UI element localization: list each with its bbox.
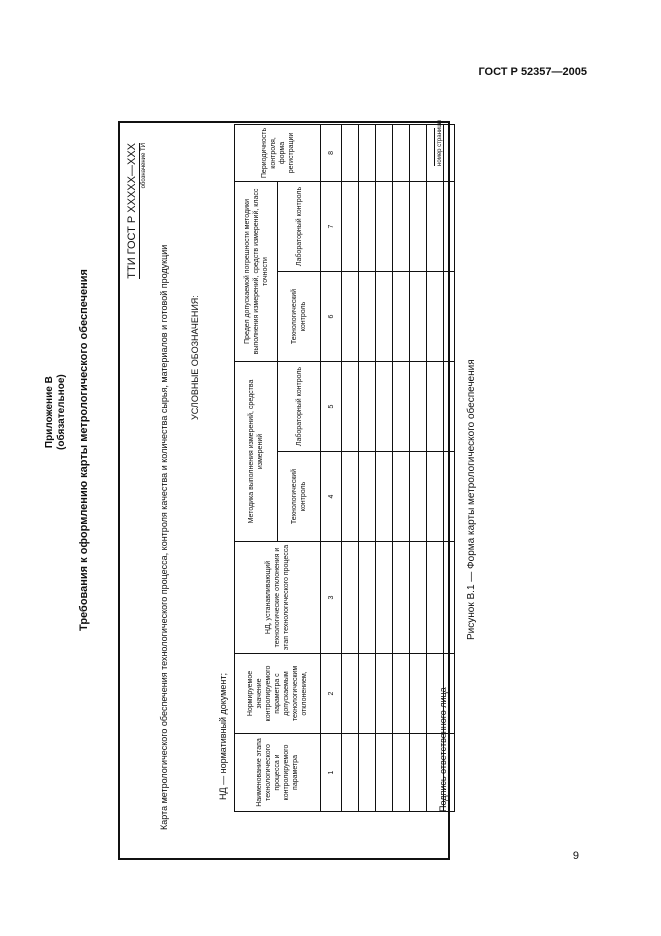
table-cell xyxy=(342,452,359,542)
table-cell xyxy=(359,542,376,654)
table-cell xyxy=(393,271,410,361)
card-title: Карта метрологического обеспечения технологического процесса, контроля качества и количества сырья, материалов и готовой продукции xyxy=(159,244,169,830)
table-cell xyxy=(376,654,393,734)
table-cell xyxy=(427,452,444,542)
table-cell xyxy=(376,271,393,361)
table-cell xyxy=(410,361,427,451)
table-cell xyxy=(342,654,359,734)
table-cell xyxy=(359,654,376,734)
metrology-table xyxy=(234,124,455,812)
table-cell xyxy=(376,124,393,181)
column-number: 2 xyxy=(321,654,342,734)
nd-definition: НД — нормативный документ; xyxy=(218,673,228,800)
table-cell xyxy=(359,124,376,181)
table-cell xyxy=(444,271,455,361)
table-cell xyxy=(444,542,455,654)
table-row xyxy=(376,124,393,811)
table-cell xyxy=(359,452,376,542)
rotated-page-content xyxy=(20,100,477,860)
requirements-title: Требования к оформлению карты метрологического обеспечения xyxy=(78,269,90,631)
table-cell xyxy=(393,181,410,271)
table-cell xyxy=(444,181,455,271)
table-cell xyxy=(359,361,376,451)
table-cell xyxy=(427,181,444,271)
subcol-tech-control: Технологический контроль xyxy=(278,452,321,542)
column-number: 4 xyxy=(321,452,342,542)
appendix-subtitle: (обязательное) xyxy=(56,374,67,450)
table-cell xyxy=(359,181,376,271)
table-cell xyxy=(410,271,427,361)
table-row xyxy=(342,124,359,811)
col-periodicity: Периодичность контроля, форма регистрации xyxy=(235,124,321,181)
table-cell xyxy=(393,654,410,734)
col-nd-document: НД, устанавливающий технологические отклонения и этап технологического процесса xyxy=(235,542,321,654)
table-cell xyxy=(393,124,410,181)
table-cell xyxy=(393,734,410,812)
table-cell xyxy=(393,542,410,654)
page-number-label: номер страницы xyxy=(437,120,443,166)
table-cell xyxy=(342,181,359,271)
column-number: 3 xyxy=(321,542,342,654)
table-cell xyxy=(376,542,393,654)
table-cell xyxy=(376,181,393,271)
table-cell xyxy=(427,271,444,361)
designation-label: обозначение ТИ xyxy=(141,143,147,189)
column-number: 7 xyxy=(321,181,342,271)
subcol-lab-control-2: Лабораторный контроль xyxy=(278,181,321,271)
table-cell xyxy=(342,542,359,654)
subcol-tech-control-2: Технологический контроль xyxy=(278,271,321,361)
figure-caption: Рисунок В.1 — Форма карты метрологического обеспечения xyxy=(466,359,477,640)
table-cell xyxy=(342,271,359,361)
table-cell xyxy=(410,124,427,181)
table-cell xyxy=(342,124,359,181)
table-cell xyxy=(393,361,410,451)
subcol-lab-control: Лабораторный контроль xyxy=(278,361,321,451)
page-number-line xyxy=(434,128,435,166)
page-number: 9 xyxy=(572,850,579,862)
table-cell xyxy=(444,452,455,542)
table-row xyxy=(393,124,410,811)
col-stage-name: Наименование этапа технологического процесса и контролируемого параметра xyxy=(235,734,321,812)
document-code: ГОСТ Р 52357—2005 xyxy=(478,66,587,78)
col-error-limit: Предел допускаемой погрешности методики выполнения измерений, средств измерений, класс точности xyxy=(235,181,278,361)
table-row xyxy=(410,124,427,811)
signature-label: Подпись ответственного лица xyxy=(438,687,448,812)
table-cell xyxy=(410,542,427,654)
designation-code: ТТИ ГОСТ Р ХХХХХ—ХХХ xyxy=(126,143,138,279)
table-cell xyxy=(410,181,427,271)
legend-title: УСЛОВНЫЕ ОБОЗНАЧЕНИЯ: xyxy=(190,295,200,420)
table-cell xyxy=(427,361,444,451)
table-cell xyxy=(444,124,455,181)
table-cell xyxy=(376,734,393,812)
column-number: 6 xyxy=(321,271,342,361)
col-measurement-method: Методика выполнения измерений, средства измерений xyxy=(235,361,278,541)
table-cell xyxy=(410,734,427,812)
table-header-row xyxy=(235,124,278,811)
table-cell xyxy=(342,361,359,451)
table-cell xyxy=(427,542,444,654)
column-number-row xyxy=(321,124,342,811)
table-cell xyxy=(444,361,455,451)
table-cell xyxy=(393,452,410,542)
table-cell xyxy=(376,452,393,542)
table-cell xyxy=(342,734,359,812)
table-cell xyxy=(359,271,376,361)
table-cell xyxy=(410,452,427,542)
table-cell xyxy=(359,734,376,812)
table-row xyxy=(359,124,376,811)
table-cell xyxy=(410,654,427,734)
appendix-heading xyxy=(44,374,68,450)
page-number-field xyxy=(434,120,443,166)
col-normalized-value: Нормируемое значение контролируемого параметра с допускаемым технологическим отклонением, xyxy=(235,654,321,734)
column-number: 1 xyxy=(321,734,342,812)
column-number: 5 xyxy=(321,361,342,451)
form-designation xyxy=(126,143,147,279)
column-number: 8 xyxy=(321,124,342,181)
appendix-title: Приложение В xyxy=(44,376,55,449)
table-cell xyxy=(376,361,393,451)
